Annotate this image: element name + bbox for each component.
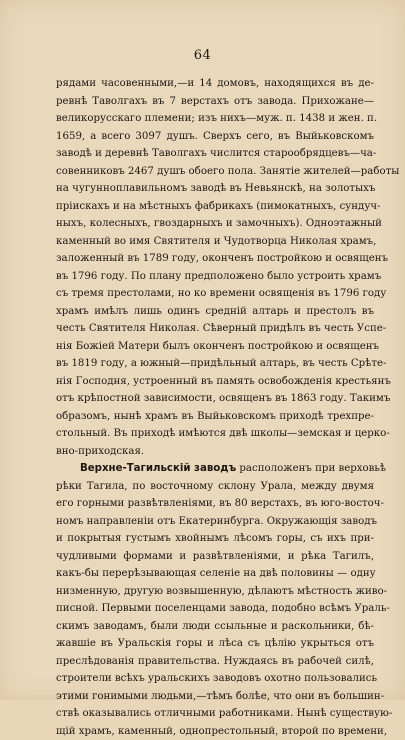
text-line: и покрытыя густымъ хвойнымъ лѣсомъ горы, съ ихъ при- [56, 530, 374, 548]
text-line: 1659, а всего 3097 душъ. Сверхъ сего, въ Выйьковскомъ [56, 128, 374, 146]
text-fragment: расположенъ при верховьѣ [236, 463, 386, 474]
text-line: жавшіе въ Уральскія горы и лѣса съ цѣлію укрыться отъ [56, 635, 374, 653]
text-line: строители всѣхъ уральскихъ заводовъ охотно пользовались [56, 670, 374, 688]
text-line: преслѣдованія правительства. Нуждаясь въ рабочей силѣ, [56, 653, 374, 671]
text-line: ствѣ оказывались отличными работниками. Нынѣ существую- [56, 705, 374, 723]
body-text [56, 75, 374, 740]
text-line: рѣки Тагила, по восточному склону Урала, между двумя [56, 478, 374, 496]
text-line: номъ направленіи отъ Екатеринбурга. Окружающія заводъ [56, 513, 374, 531]
text-line: въ 1819 году, а южный—придѣльный алтарь, въ честь Срѣте- [56, 355, 374, 373]
text-line: какъ-бы перерѣзывающая селеніе на двѣ половины — одну [56, 565, 374, 583]
text-line: великорусскаго племени; изъ нихъ—муж. п. 1438 и жен. п. [56, 110, 374, 128]
text-line: ревнѣ Таволгахъ въ 7 верстахъ отъ завода. Прихожане— [56, 93, 374, 111]
text-line [56, 460, 374, 478]
text-line: честь Святителя Николая. Сѣверный придѣлъ въ честь Успе- [56, 320, 374, 338]
text-line: на чугунноплавильномъ заводѣ въ Невьянскѣ, на золотыхъ [56, 180, 374, 198]
text-line: нія Господня, устроенный въ память освобожденія крестьянъ [56, 373, 374, 391]
text-line: вно-приходская. [56, 443, 374, 461]
text-line: пріискахъ и на мѣстныхъ фабрикахъ (пимокатныхъ, сундуч- [56, 198, 374, 216]
text-line: образомъ, нынѣ храмъ въ Выйьковскомъ приходѣ трехпре- [56, 408, 374, 426]
text-line: храмъ имѣлъ лишь одинъ средній алтарь и престолъ въ [56, 303, 374, 321]
text-line: съ тремя престолами, но ко времени освященія въ 1796 году [56, 285, 374, 303]
text-line: совенниковъ 2467 душъ обоего пола. Занятіе жителей—работы [56, 163, 374, 181]
section-heading: Верхне-Тагильскій заводъ [80, 463, 236, 474]
text-line: ныхъ, колесныхъ, гвоздарныхъ и замочныхъ). Одноэтажный [56, 215, 374, 233]
paragraph-1 [56, 75, 374, 460]
text-line: низменную, другую возвышенную, дѣлаютъ мѣстность живо- [56, 583, 374, 601]
text-line: этими гонимыми людьми,—тѣмъ болѣе, что они въ большин- [56, 688, 374, 706]
text-line: нія Божіей Матери былъ оконченъ постройкою и освященъ [56, 338, 374, 356]
text-line: заложенный въ 1789 году, оконченъ постройкою и освященъ [56, 250, 374, 268]
text-line: въ 1796 году. По плану предположено было устроить храмъ [56, 268, 374, 286]
text-line: его горными развѣтвленіями, въ 80 верстахъ, въ юго-восточ- [56, 495, 374, 513]
text-line: скимъ заводамъ, были люди ссыльные и раскольники, бѣ- [56, 618, 374, 636]
text-line: чудливыми формами и развѣтвленіями, и рѣка Тагилъ, [56, 548, 374, 566]
text-line: писной. Первыми поселенцами завода, подобно всѣмъ Ураль- [56, 600, 374, 618]
text-line: щій храмъ, каменный, однопрестольный, второй по времени, [56, 723, 374, 740]
paragraph-2 [56, 460, 374, 740]
text-line: стольный. Въ приходѣ имѣются двѣ школы—земская и церко- [56, 425, 374, 443]
text-line: отъ крѣпостной зависимости, освященъ въ 1863 году. Такимъ [56, 390, 374, 408]
text-line: рядами часовенными,—и 14 домовъ, находящихся въ де- [56, 75, 374, 93]
text-line: каменный во имя Святителя и Чудотворца Николая храмъ, [56, 233, 374, 251]
text-line: заводѣ и деревнѣ Таволгахъ числится старообрядцевъ—ча- [56, 145, 374, 163]
page-number: 64 [0, 48, 405, 63]
